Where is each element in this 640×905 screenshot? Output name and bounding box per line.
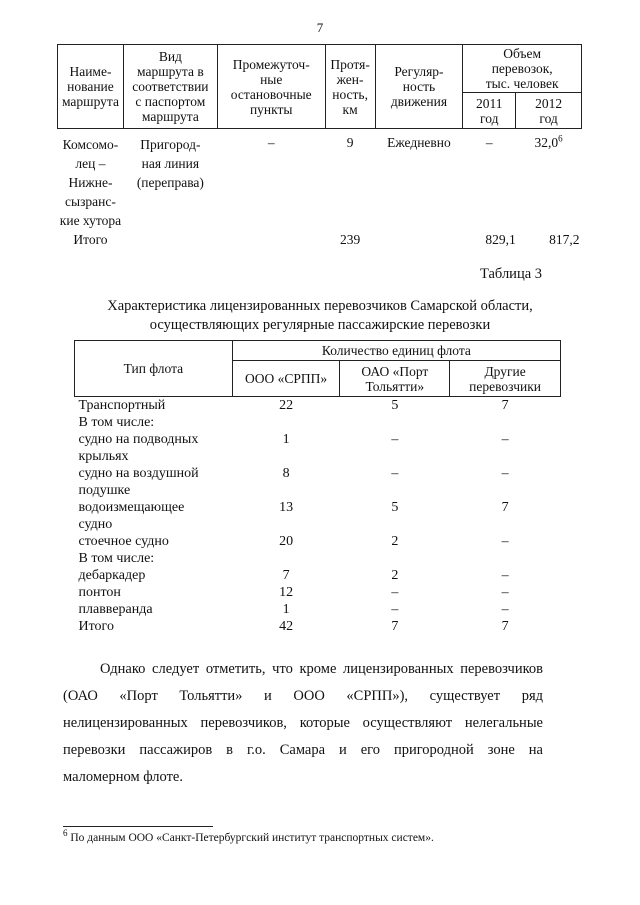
cell-other-carriers xyxy=(450,550,561,567)
cell-port-togliatti xyxy=(340,414,450,431)
table-row xyxy=(58,129,582,231)
header-regularity: Регуляр- ность движения xyxy=(375,45,463,129)
cell-port-togliatti: 5 xyxy=(391,398,399,413)
table-row xyxy=(75,618,561,635)
header-route-type: Вид маршрута в соответствии с паспортом маршрута xyxy=(123,45,217,129)
cell-srpp xyxy=(232,550,340,567)
footnote-mark: 6 xyxy=(63,828,68,839)
cell-length: 9 xyxy=(346,135,354,150)
paragraph-line: нелицензированных перевозчиков, которые осуществляют нелегальные xyxy=(63,715,543,731)
cell-other-carriers: – xyxy=(501,568,509,583)
cell-port-togliatti xyxy=(340,550,450,567)
table-caption xyxy=(0,297,640,335)
caption-line: Характеристика лицензированных перевозчиков Самарской области, xyxy=(107,298,533,314)
cell-total-2011: 829,1 xyxy=(485,232,516,247)
header-route-name: Наиме- нование маршрута xyxy=(58,45,124,129)
cell-srpp: 8 xyxy=(282,466,290,481)
cell-srpp: 22 xyxy=(279,398,294,413)
cell-other-carriers: – xyxy=(501,534,509,549)
cell-regularity: Ежедневно xyxy=(387,135,451,150)
cell-srpp: 7 xyxy=(282,568,290,583)
header-other-carriers: Другие перевозчики xyxy=(450,361,561,397)
cell-other-carriers xyxy=(450,414,561,431)
fleet-table xyxy=(74,340,561,635)
footnote-ref: 6 xyxy=(558,133,563,144)
cell-fleet-type: понтон xyxy=(78,585,121,600)
cell-port-togliatti: 2 xyxy=(391,534,399,549)
cell-fleet-type: стоечное судно xyxy=(78,534,169,549)
header-srpp: ООО «СРПП» xyxy=(232,361,340,397)
header-port-togliatti: ОАО «Порт Тольятти» xyxy=(340,361,450,397)
footnote-separator xyxy=(63,826,213,827)
cell-fleet-type: судно на воздушной подушке xyxy=(78,466,199,498)
cell-port-togliatti: 5 xyxy=(391,500,399,515)
cell-other-carriers: 7 xyxy=(501,398,509,413)
table-label: Таблица 3 xyxy=(480,266,543,282)
header-volume: Объем перевозок, тыс. человек xyxy=(463,45,582,93)
page-number: 7 xyxy=(316,20,324,35)
footnote-text: По данным ООО «Санкт-Петербургский институт транспортных систем». xyxy=(70,832,434,844)
cell-type: Пригород- ная линия (переправа) xyxy=(136,137,204,190)
cell-port-togliatti: – xyxy=(391,602,399,617)
cell-other-carriers: – xyxy=(501,585,509,600)
cell-total-label: Итого xyxy=(73,232,108,247)
table-total-row xyxy=(58,230,582,247)
table-row xyxy=(75,499,561,533)
body-paragraph xyxy=(63,656,543,791)
caption-line: осуществляющих регулярные пассажирские перевозки xyxy=(149,317,491,333)
header-stops: Промежуточ- ные остановочные пункты xyxy=(217,45,325,129)
cell-port-togliatti: – xyxy=(391,585,399,600)
cell-port-togliatti: – xyxy=(391,432,399,447)
header-length: Протя- жен- ность, км xyxy=(325,45,375,129)
cell-fleet-type: Итого xyxy=(78,619,114,634)
table-row xyxy=(75,414,561,431)
route-table xyxy=(57,44,582,247)
paragraph-line: маломерном флоте. xyxy=(63,769,183,785)
header-2011: 2011 год xyxy=(463,93,516,129)
table-row xyxy=(75,397,561,415)
header-count: Количество единиц флота xyxy=(232,341,560,361)
cell-srpp: 12 xyxy=(279,585,294,600)
table-row xyxy=(75,584,561,601)
paragraph-line: Однако следует отметить, что кроме лицензированных перевозчиков xyxy=(100,661,543,677)
table-row xyxy=(75,465,561,499)
cell-srpp: 42 xyxy=(279,619,294,634)
cell-port-togliatti: – xyxy=(391,466,399,481)
table-row xyxy=(75,431,561,465)
cell-fleet-type: плавверанда xyxy=(78,602,153,617)
cell-route: Комсомо- лец – Нижне- сызранс- кие хутора xyxy=(59,137,122,228)
table-row xyxy=(75,533,561,550)
header-2012: 2012 год xyxy=(516,93,582,129)
cell-stops: – xyxy=(267,135,275,150)
cell-other-carriers: – xyxy=(501,602,509,617)
table-row xyxy=(75,550,561,567)
table-row xyxy=(75,567,561,584)
paragraph-line: (ОАО «Порт Тольятти» и ООО «СРПП»), существует ряд xyxy=(63,688,543,704)
table-row xyxy=(75,601,561,618)
cell-srpp: 1 xyxy=(282,432,290,447)
paragraph-line: перевозки пассажиров в г.о. Самара и его пригородной зоне на xyxy=(63,742,543,758)
header-fleet-type: Тип флота xyxy=(75,341,233,397)
cell-fleet-type: Транспортный xyxy=(78,398,166,413)
cell-port-togliatti: 7 xyxy=(391,619,399,634)
cell-total-length: 239 xyxy=(339,232,361,247)
cell-fleet-type: судно на подводных крыльях xyxy=(78,432,199,464)
cell-srpp xyxy=(232,414,340,431)
cell-total-2012: 817,2 xyxy=(549,232,580,247)
cell-fleet-type: водоизмещающее судно xyxy=(78,500,185,532)
cell-fleet-type: дебаркадер xyxy=(78,568,146,583)
cell-srpp: 1 xyxy=(282,602,290,617)
cell-2011: – xyxy=(485,135,493,150)
cell-other-carriers: 7 xyxy=(501,619,509,634)
cell-2012: 32,0$^6$ xyxy=(534,133,563,150)
cell-srpp: 20 xyxy=(279,534,294,549)
cell-fleet-type: В том числе: xyxy=(78,415,155,430)
cell-port-togliatti: 2 xyxy=(391,568,399,583)
footnote xyxy=(63,828,434,844)
cell-other-carriers: – xyxy=(501,432,509,447)
cell-fleet-type: В том числе: xyxy=(78,551,155,566)
cell-other-carriers: – xyxy=(501,466,509,481)
cell-srpp: 13 xyxy=(279,500,294,515)
cell-other-carriers: 7 xyxy=(501,500,509,515)
